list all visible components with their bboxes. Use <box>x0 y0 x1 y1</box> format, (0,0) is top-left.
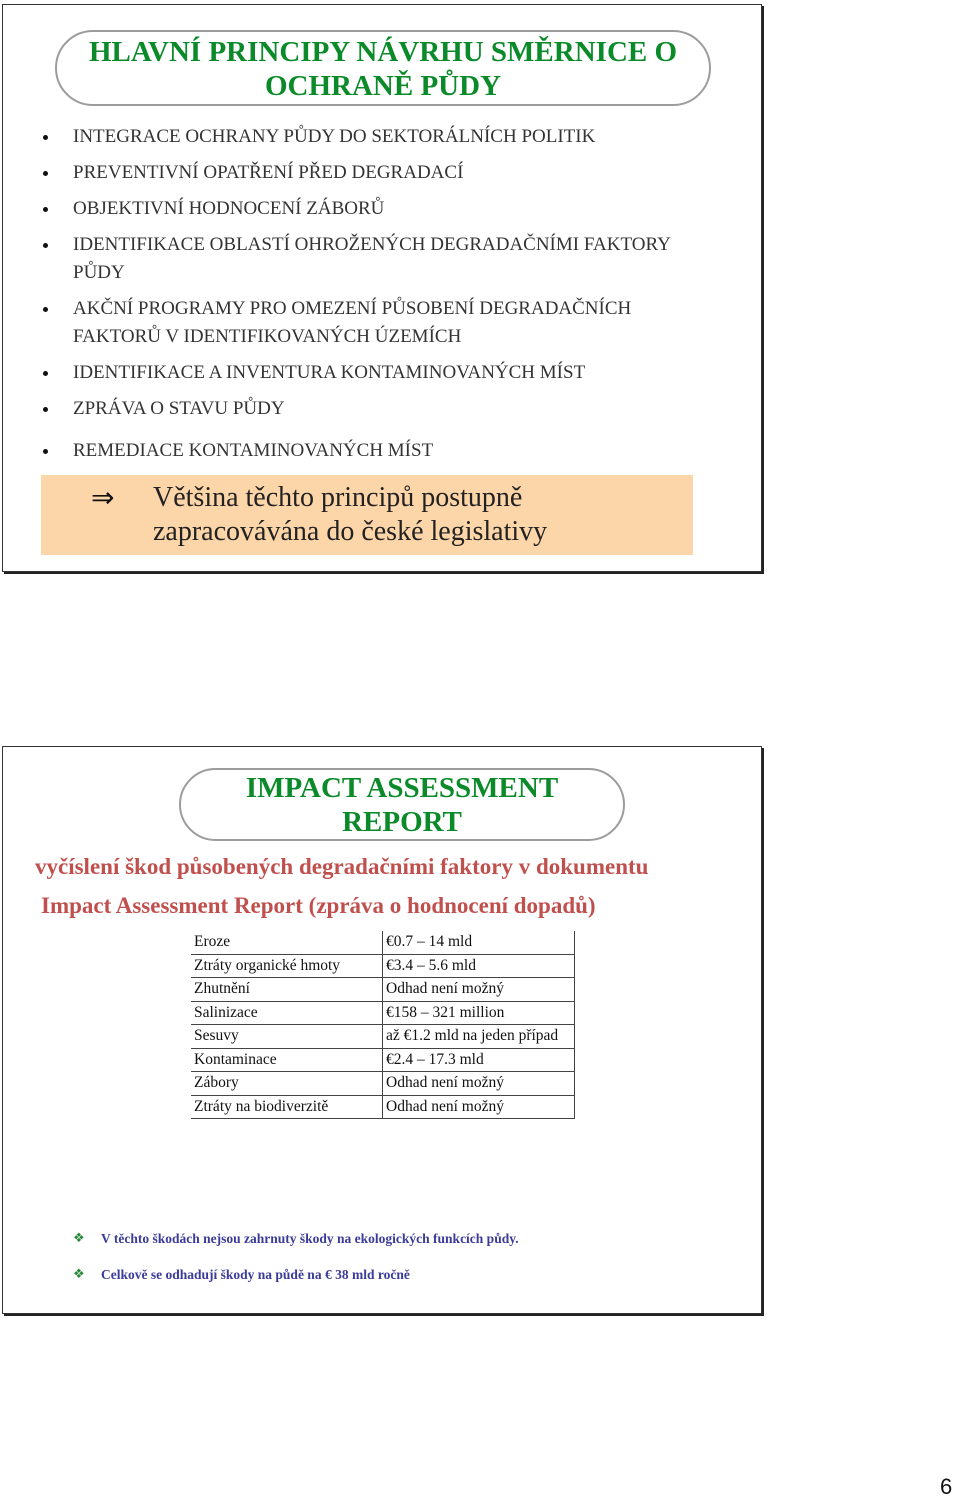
implies-arrow-icon: ⇒ <box>91 481 115 514</box>
table-row <box>191 1048 575 1072</box>
list-item-text: ZPRÁVA O STAVU PŮDY <box>73 398 285 419</box>
slide-title-text: HLAVNÍ PRINCIPY NÁVRHU SMĚRNICE O OCHRANĚ PŮDY <box>88 36 678 102</box>
table-cell: Odhad není možný <box>383 1072 575 1096</box>
note-text: Celkově se odhadují škody na půdě na € 38 mld ročně <box>101 1267 410 1282</box>
conclusion-text: Většina těchto principů postupně zapracovávána do české legislativy <box>153 482 548 547</box>
table-row <box>191 954 575 978</box>
slide-soil-directive-principles <box>2 4 762 572</box>
table-row <box>191 1025 575 1049</box>
table-cell: €158 – 321 million <box>383 1001 575 1025</box>
bullet-dot-icon <box>43 171 48 176</box>
list-item-text: INTEGRACE OCHRANY PŮDY DO SEKTORÁLNÍCH POLITIK <box>73 126 596 147</box>
table-cell: €0.7 – 14 mld <box>383 931 575 954</box>
list-item-text: OBJEKTIVNÍ HODNOCENÍ ZÁBORŮ <box>73 198 385 219</box>
table-row <box>191 1095 575 1119</box>
subtitle-line-2: Impact Assessment Report (zpráva o hodnocení dopadů) <box>41 893 596 918</box>
note-text: V těchto škodách nejsou zahrnuty škody na ekologických funkcích půdy. <box>101 1231 519 1246</box>
diamond-bullet-icon: ❖ <box>73 1231 85 1246</box>
list-item <box>41 195 721 223</box>
list-item-text: REMEDIACE KONTAMINOVANÝCH MÍST <box>73 440 434 461</box>
bullet-dot-icon <box>43 135 48 140</box>
bullet-dot-icon <box>43 371 48 376</box>
subtitle-line-1: vyčíslení škod působených degradačními faktory v dokumentu <box>35 854 649 879</box>
table-cell: €3.4 – 5.6 mld <box>383 954 575 978</box>
list-item-text: IDENTIFIKACE A INVENTURA KONTAMINOVANÝCH MÍST <box>73 362 586 383</box>
list-item-text: PREVENTIVNÍ OPATŘENÍ PŘED DEGRADACÍ <box>73 162 464 183</box>
bullet-dot-icon <box>43 449 48 454</box>
table-cell: Odhad není možný <box>383 978 575 1002</box>
bullet-dot-icon <box>43 243 48 248</box>
table-cell: Zhutnění <box>191 978 383 1002</box>
list-item <box>41 123 721 151</box>
bullet-dot-icon <box>43 307 48 312</box>
bullet-dot-icon <box>43 207 48 212</box>
list-item <box>41 295 721 351</box>
diamond-bullet-icon: ❖ <box>73 1267 85 1282</box>
list-item-text: IDENTIFIKACE OBLASTÍ OHROŽENÝCH DEGRADAČNÍMI FAKTORY PŮDY <box>73 234 671 283</box>
table-row <box>191 931 575 954</box>
list-item-text: AKČNÍ PROGRAMY PRO OMEZENÍ PŮSOBENÍ DEGRADAČNÍCH FAKTORŮ V IDENTIFIKOVANÝCH ÚZEMÍCH <box>73 298 632 347</box>
list-item <box>41 395 721 423</box>
table-cell: Zábory <box>191 1072 383 1096</box>
slide-title <box>55 30 711 106</box>
table-cell: Ztráty organické hmoty <box>191 954 383 978</box>
table-row <box>191 1001 575 1025</box>
table-cell: Salinizace <box>191 1001 383 1025</box>
table-row <box>191 978 575 1002</box>
bullet-dot-icon <box>43 407 48 412</box>
page-number: 6 <box>940 1474 953 1499</box>
table-cell: Kontaminace <box>191 1048 383 1072</box>
table-cell: Sesuvy <box>191 1025 383 1049</box>
table-cell: Odhad není možný <box>383 1095 575 1119</box>
table-cell: Ztráty na biodiverzitě <box>191 1095 383 1119</box>
list-item <box>41 359 721 387</box>
table-cell: až €1.2 mld na jeden případ <box>383 1025 575 1049</box>
table-row <box>191 1072 575 1096</box>
table-cell: Eroze <box>191 931 383 954</box>
slide-title-text: IMPACT ASSESSMENT REPORT <box>245 772 559 838</box>
conclusion-box <box>41 475 693 555</box>
list-item <box>41 159 721 187</box>
list-item <box>41 437 721 465</box>
principles-list <box>41 123 721 473</box>
table-cell: €2.4 – 17.3 mld <box>383 1048 575 1072</box>
damage-cost-table <box>191 931 575 1119</box>
slide-title <box>179 768 625 841</box>
slide-impact-assessment-report <box>2 746 762 1314</box>
list-item <box>41 231 721 287</box>
